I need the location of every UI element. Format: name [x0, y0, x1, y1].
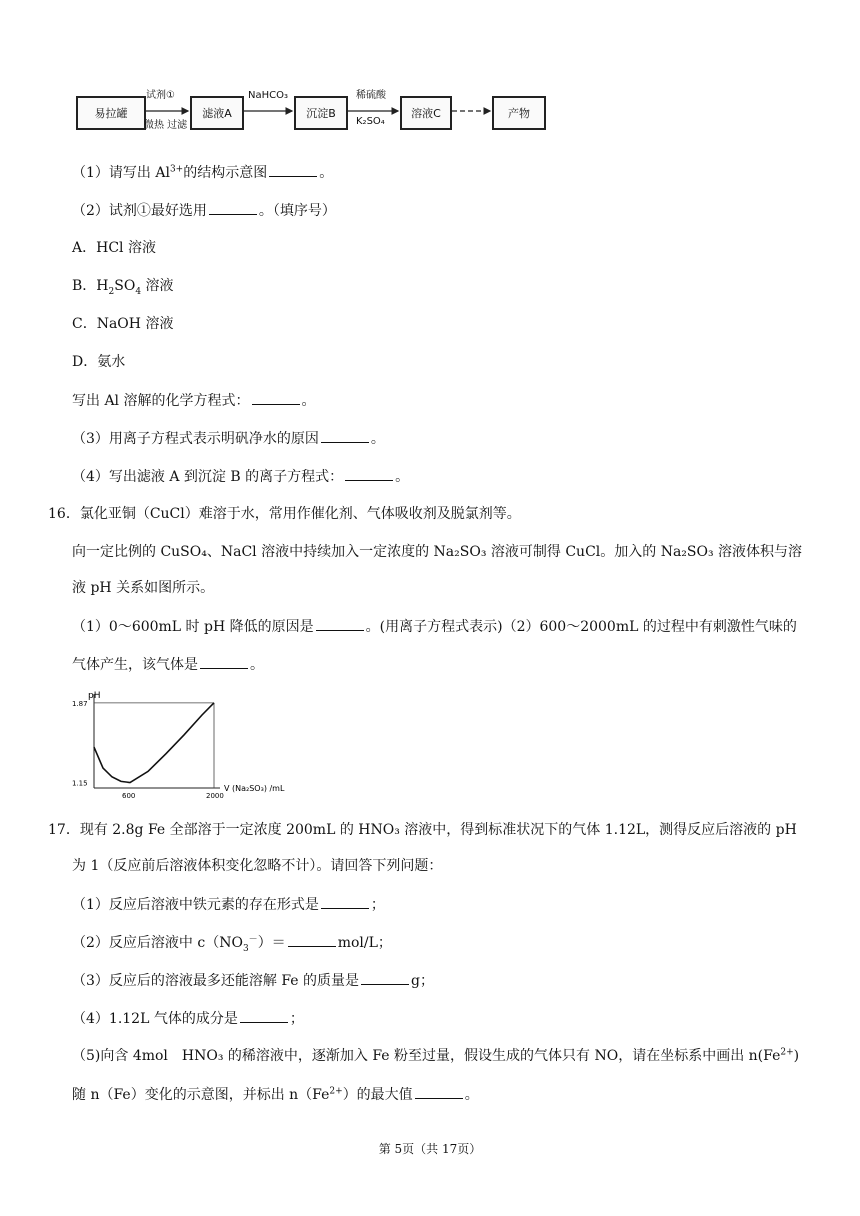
q17-part1: （1）反应后溶液中铁元素的存在形式是 ；: [72, 894, 385, 915]
flow-box-end: 产物: [492, 96, 546, 130]
q17-part4: （4）1.12L 气体的成分是 ；: [72, 1008, 304, 1029]
q16-line3: 液 pH 关系如图所示。: [72, 580, 215, 596]
page-footer: 第 5页（共 17页）: [378, 1142, 482, 1156]
q15-part2: （2）试剂①最好选用 。（填序号）: [72, 200, 336, 221]
y-axis-label: pH: [88, 691, 101, 701]
answer-blank[interactable]: [269, 162, 317, 177]
process-flow-diagram: [72, 86, 552, 134]
q15-part1: （1）请写出 $Al^{3+}$的结构示意图 。: [72, 162, 333, 183]
flow-box-a: 滤液A: [190, 96, 244, 130]
answer-blank[interactable]: [200, 654, 248, 669]
q17-part3: （3）反应后的溶液最多还能溶解 Fe 的质量是 g；: [72, 970, 434, 991]
x-axis-label: V (Na₂SO₃) /mL: [224, 784, 285, 793]
q17-part5: （5)向含 4mol HNO₃ 的稀溶液中，逐渐加入 Fe 粉至过量，假设生成的气体只有 NO，请在坐标系中画出 $n(Fe^{2+})$: [72, 1047, 800, 1064]
flow-step1-bottom: 微热 过滤: [144, 120, 188, 131]
flow-step3-bottom: K₂SO₄: [356, 116, 385, 127]
y-tick-label: 1.15: [72, 779, 88, 788]
q15-option-a: A．HCl 溶液: [72, 240, 156, 256]
flow-step1-top: 试剂①: [146, 90, 175, 101]
flow-box-c: 溶液C: [400, 96, 452, 130]
ph-chart-svg: [70, 688, 290, 800]
q17-line2: 为 1（反应前后溶液体积变化忽略不计）。请回答下列问题：: [72, 858, 443, 874]
answer-blank[interactable]: [321, 894, 369, 909]
q15-option-d: D．氨水: [72, 354, 126, 370]
q15-equation: 写出 Al 溶解的化学方程式： 。: [72, 390, 316, 411]
q15-option-c: C．NaOH 溶液: [72, 316, 174, 332]
q15-part4: （4）写出滤液 A 到沉淀 B 的离子方程式： 。: [72, 466, 409, 487]
flow-box-start: 易拉罐: [76, 96, 146, 130]
q15-option-b: B．$H_2SO_4$ 溶液: [72, 278, 174, 297]
flow-step3-top: 稀硫酸: [356, 90, 386, 101]
flow-box-b: 沉淀B: [294, 96, 348, 130]
flow-arrows: [72, 86, 552, 134]
x-tick-label: 600: [122, 792, 136, 800]
answer-blank[interactable]: [321, 428, 369, 443]
q16-line2: 向一定比例的 CuSO₄、NaCl 溶液中持续加入一定浓度的 Na₂SO₃ 溶液可制得 CuCl。加入的 Na₂SO₃ 溶液体积与溶: [72, 544, 803, 560]
q17-part5-cont: 随 n（Fe）变化的示意图，并标出 $n(Fe^{2+})$的最大值 。: [72, 1084, 479, 1105]
ph-curve: [94, 703, 214, 783]
answer-blank[interactable]: [316, 616, 364, 631]
q17-line1: 17．现有 2.8g Fe 全部溶于一定浓度 200mL 的 HNO₃ 溶液中，得到标准状况下的气体 1.12L，测得反应后溶液的 pH: [48, 822, 797, 838]
answer-blank[interactable]: [209, 200, 257, 215]
x-tick-label: 2000: [206, 792, 224, 800]
q15-part3: （3）用离子方程式表示明矾净水的原因 。: [72, 428, 385, 449]
answer-blank[interactable]: [345, 466, 393, 481]
ph-chart: [70, 688, 290, 800]
q16-line5: 气体产生，该气体是 。: [72, 654, 264, 675]
q17-part2: （2）反应后溶液中 $c(NO_3^-)= mol/L$；: [72, 932, 392, 953]
q16-line4: （1）0～600mL 时 pH 降低的原因是 。(用离子方程式表示)（2）600～2000mL 的过程中有刺激性气味的: [72, 616, 797, 637]
flow-step2: NaHCO₃: [248, 90, 288, 101]
answer-blank[interactable]: [252, 390, 300, 405]
y-tick-label: 1.87: [72, 699, 88, 708]
answer-blank[interactable]: [288, 932, 336, 947]
answer-blank[interactable]: [361, 970, 409, 985]
answer-blank[interactable]: [415, 1084, 463, 1099]
q16-line1: 16．氯化亚铜（CuCl）难溶于水，常用作催化剂、气体吸收剂及脱氯剂等。: [48, 506, 521, 522]
answer-blank[interactable]: [240, 1008, 288, 1023]
